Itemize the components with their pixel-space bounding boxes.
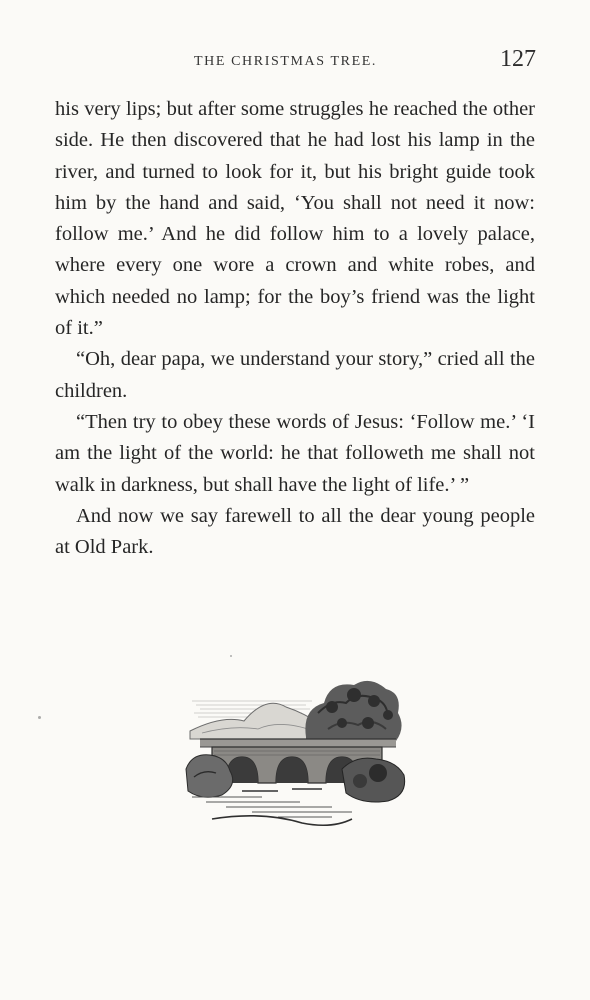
landscape-bridge-engraving-icon bbox=[182, 673, 408, 833]
body-text bbox=[55, 94, 535, 563]
page-number: 127 bbox=[500, 46, 536, 72]
running-title: THE CHRISTMAS TREE. bbox=[194, 54, 377, 69]
paper-speck bbox=[230, 655, 232, 657]
running-head bbox=[56, 42, 536, 82]
paper-speck bbox=[38, 716, 41, 719]
paragraph-1: his very lips; but after some struggles he reached the other side. He then discovered that he had lost his lamp in the river, and turned to look for it, but his bright guide took him by the hand and said, ‘You shall not need it now: follow me.’ And he did follow him to a lovely palace, where every one wore a crown and white robes, and which needed no lamp; for the boy’s friend was the light of it.” bbox=[55, 98, 535, 340]
paragraph-2: “Oh, dear papa, we understand your story,” cried all the children. bbox=[55, 348, 535, 402]
paragraph-4: And now we say farewell to all the dear young people at Old Park. bbox=[55, 504, 535, 559]
paragraph-3: “Then try to obey these words of Jesus: ‘Follow me.’ ‘I am the light of the world: he that followeth me shall not walk in darkness, but shall have the light of life.’ ” bbox=[55, 410, 535, 496]
